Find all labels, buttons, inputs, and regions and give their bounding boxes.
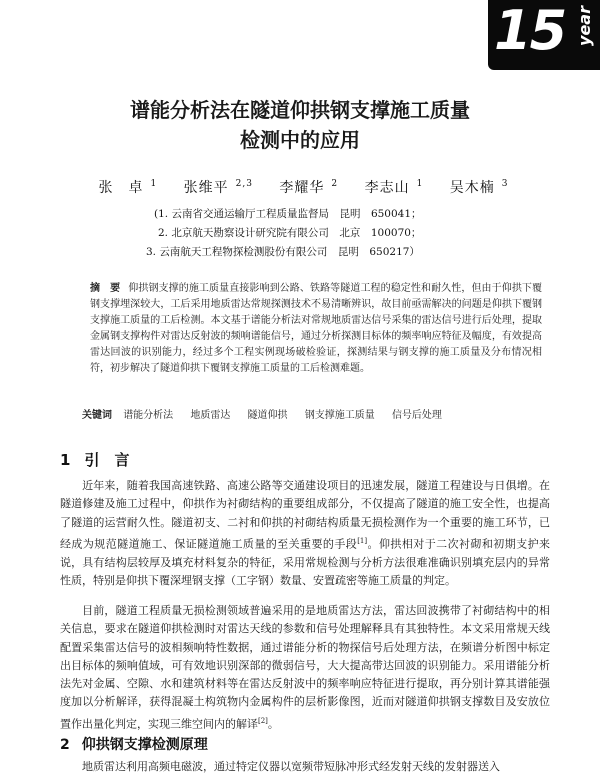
issue-number-block [488, 0, 600, 70]
keyword: 钢支撑施工质量 [304, 410, 375, 421]
issue-number: 15 [494, 0, 566, 62]
author: 李耀华 $^2$ [279, 179, 339, 196]
keywords-label: 关键词 [82, 410, 112, 421]
keyword: 隧道仰拱 [247, 410, 288, 421]
author: 李志山 $^1$ [364, 179, 424, 196]
affiliation: 2. 北京航天勘察设计研究院有限公司 北京 100070； [158, 227, 422, 239]
abstract [90, 281, 542, 377]
author: 张 卓 $^1$ [98, 179, 158, 196]
body-paragraph: 目前，隧道工程质量无损检测领域普遍采用的是地质雷达方法，雷达回波携带了衬砌结构中的相关信息，要求在隧道仰拱检测时对雷达天线的参数和信号处理解释具有其独特性。本文采用常规天线配置采集雷达信号的波相频响特性数据，通过谱能分析的物探信号后处理方法，在频谱分析图中标定出目标体的频响值域，可有效地识别深部的微弱信号，大大提高带达回波的识别能力。采用谱能分析法先对金属、空隙、水和建筑材料等在雷达反射波中的频率响应特征进行提取，再分别计算其谱能强度加以分析解译，获得混凝土构筑物内金属构件的层析影像图，近而对隧道仰拱钢支撑数目及安放位置作出量化判定，实现三维空间内的解译[2]。 [60, 604, 550, 731]
abstract-text: 仰拱钢支撑的施工质量直接影响到公路、铁路等隧道工程的稳定性和耐久性，但由于仰拱下覆钢支撑埋深较大，工后采用地质雷达常规探测技术不易清晰辨识，故目前亟需解决的问题是仰拱下覆钢支撑施工质量的工后检测。本文基于谱能分析法对常规地质雷达信号采集的雷达信号进行后处理，提取金属钢支撑构件对雷达反射波的频响谱能信号，通过分析探测目标体的频率响应特征及幅度，有效提高雷达回波的识别能力，经过多个工程实例现场破检验证，探测结果与钢支撑的施工质量及分布情况相符，初步解决了隧道仰拱下覆钢支撑施工质量的工后检测难题。 [90, 283, 543, 374]
section-heading-principle: 2 仰拱钢支撑检测原理 [60, 737, 208, 753]
author: 张维平 $^{2,3}$ [183, 179, 253, 196]
keywords [82, 408, 552, 424]
author: 吴木楠 $^3$ [449, 179, 509, 196]
author-list [0, 177, 600, 197]
body-paragraph: 近年来，随着我国高速铁路、高速公路等交通建设项目的迅速发展，隧道工程建设与日俱增。在隧道修建及施工过程中，仰拱作为衬砌结构的重要组成部分，不仅提高了隧道的施工安全性，也提高了隧道的运营耐久性。隧道初支、二衬和仰拱的衬砌结构质量无损检测作为一个重要的施工环节，已经成为规范隧道施工、保证隧道施工质量的至关重要的手段[1]。仰拱相对于二次衬砌和初期支护来说，具有结构层较厚及填充材料复杂的特征，采用常规检测与分析方法很难准确识别填充层内的异常性质，特别是仰拱下覆深埋钢支撑（工字钢）数量、安置疏密等施工质量的判定。 [60, 479, 551, 588]
abstract-label: 摘 要 [90, 283, 121, 294]
affiliation: 3. 云南航天工程物探检测股份有限公司 昆明 650217） [146, 246, 420, 258]
affiliation: (1. 云南省交通运输厅工程质量监督局 昆明 650041； [154, 208, 422, 220]
paper-title-line-2: 检测中的应用 [240, 128, 360, 152]
body-paragraph: 地质雷达利用高频电磁波，通过特定仪器以宽频带短脉冲形式经发射天线的发射器送入 [82, 760, 500, 773]
issue-tag: year [575, 6, 594, 46]
keyword: 信号后处理 [391, 410, 442, 421]
keyword: 地质雷达 [190, 410, 231, 421]
keyword: 谱能分析法 [123, 410, 174, 421]
section-heading-introduction: 1 引 言 [60, 451, 130, 469]
paper-title-line-1: 谱能分析法在隧道仰拱钢支撑施工质量 [130, 98, 470, 122]
